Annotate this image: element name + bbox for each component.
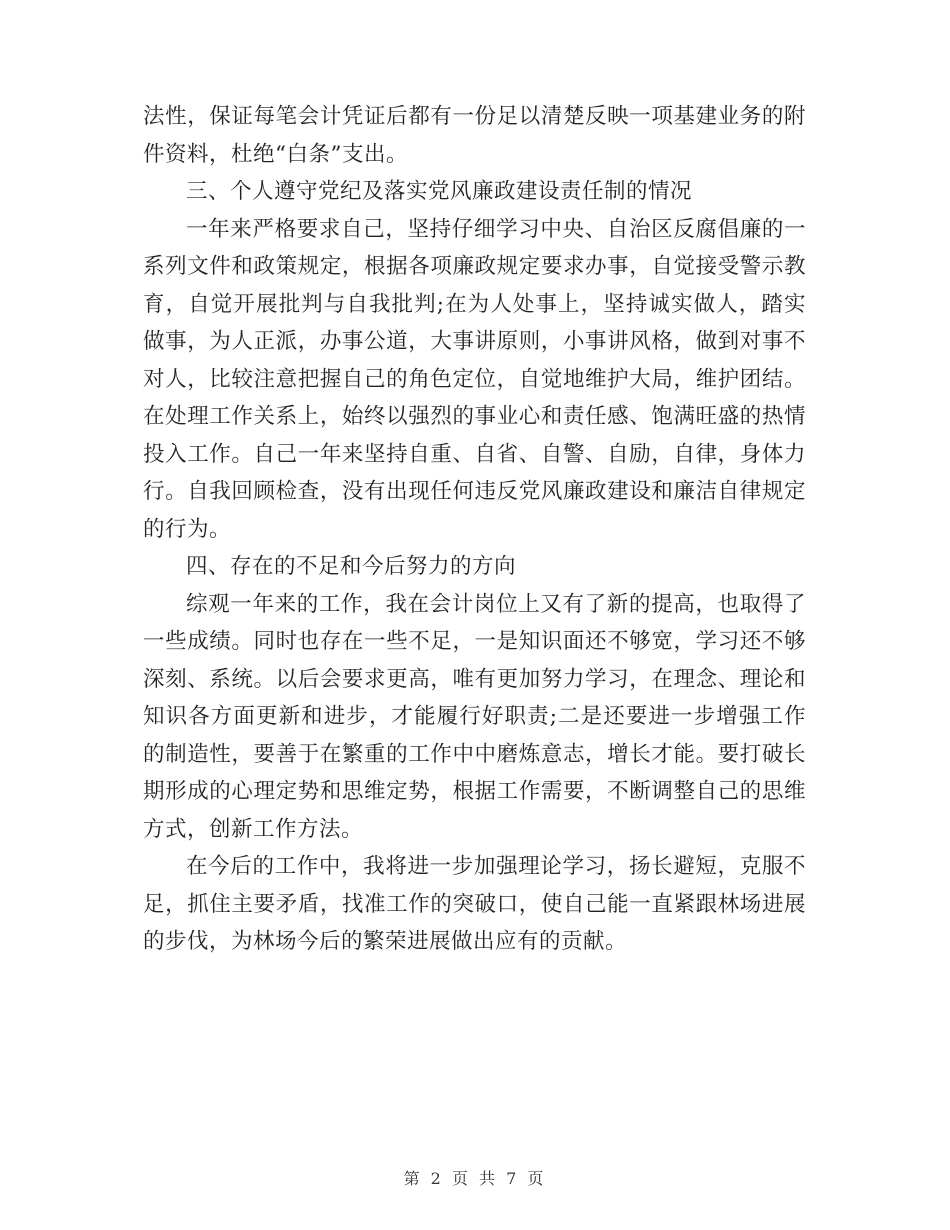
paragraph-shortcomings: 综观一年来的工作，我在会计岗位上又有了新的提高，也取得了一些成绩。同时也存在一些不足，一是知识面还不够宽，学习还不够深刻、系统。以后会要求更高，唯有更加努力学习，在理念、理论和知识各方面更新和进步，才能履行好职责;二是还要进一步增强工作的制造性，要善于在繁重的工作中中磨炼意志，增长才能。要打破长期形成的心理定势和思维定势，根据工作需要，不断调整自己的思维方式，创新工作方法。 [143, 591, 806, 842]
section-heading-three: 三、个人遵守党纪及落实党风廉政建设责任制的情况 [186, 179, 693, 204]
document-body [143, 98, 806, 961]
section-heading-four: 四、存在的不足和今后努力的方向 [186, 554, 517, 579]
paragraph-future-work: 在今后的工作中，我将进一步加强理论学习，扬长避短，克服不足，抓住主要矛盾，找准工作的突破口，使自己能一直紧跟林场进展的步伐，为林场今后的繁荣进展做出应有的贡献。 [143, 854, 806, 954]
page-number-footer: 第 2 页 共 7 页 [403, 1169, 547, 1188]
paragraph-continuation: 法性，保证每笔会计凭证后都有一份足以清楚反映一项基建业务的附件资料，杜绝“白条”支出。 [143, 104, 806, 167]
paragraph-discipline: 一年来严格要求自己，坚持仔细学习中央、自治区反腐倡廉的一系列文件和政策规定，根据各项廉政规定要求办事，自觉接受警示教育，自觉开展批判与自我批判;在为人处事上，坚持诚实做人，踏实做事，为人正派，办事公道，大事讲原则，小事讲风格，做到对事不对人，比较注意把握自己的角色定位，自觉地维护大局，维护团结。在处理工作关系上，始终以强烈的事业心和责任感、饱满旺盛的热情投入工作。自己一年来坚持自重、自省、自警、自励，自律，身体力行。自我回顾检查，没有出现任何违反党风廉政建设和廉洁自律规定的行为。 [143, 216, 806, 542]
